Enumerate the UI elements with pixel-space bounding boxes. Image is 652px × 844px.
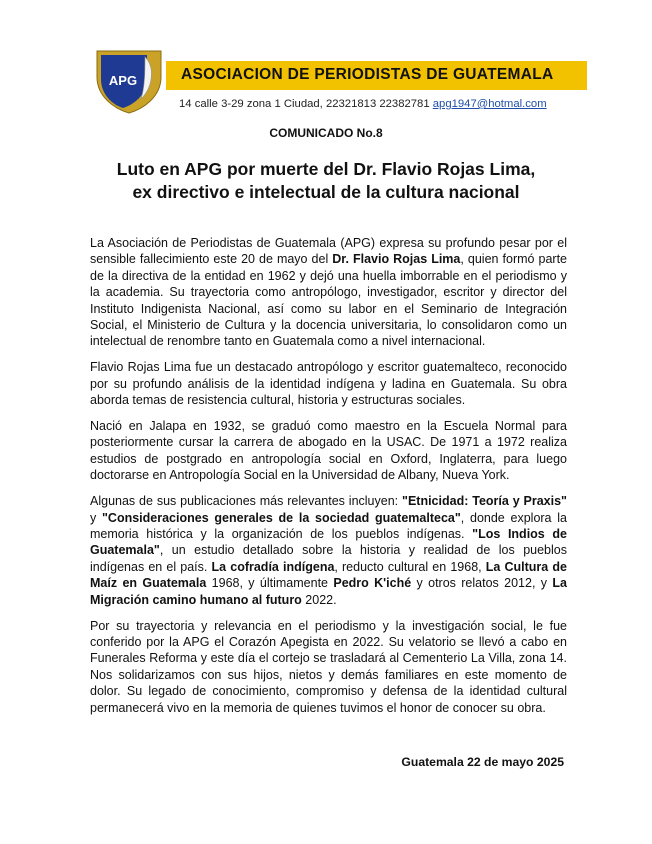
p4-text-4: , un estudio detallado sobre la historia y realidad de los pueblos indígenas en el país. [90, 543, 567, 574]
p1-bold-name: Dr. Flavio Rojas Lima [332, 252, 461, 267]
paragraph-4 [90, 493, 567, 608]
header-banner [166, 61, 587, 90]
p4-bold-2: "Consideraciones generales de la sociedad guatemalteca" [102, 510, 461, 525]
p4-text-7: y otros relatos 2012, y [411, 576, 553, 591]
org-name: ASOCIACION DE PERIODISTAS DE GUATEMALA [181, 66, 554, 83]
p4-text-6: 1968, y últimamente [206, 576, 334, 591]
comunicado-number: COMUNICADO No.8 [269, 126, 383, 140]
logo-text: APG [108, 73, 138, 88]
p1-text-a: La Asociación de Periodistas de Guatemala (APG) expresa su profundo pesar por el sensible fallecimiento este 20 de mayo del [90, 236, 567, 267]
p4-bold-6: Pedro K'iché [333, 576, 412, 591]
paragraph-5: Por su trayectoria y relevancia en el periodismo y la investigación social, le fue conferido por la APG el Corazón Apegista en 2022. Su velatorio se llevó a cabo en Funerales Reforma y este día el cortejo se trasladará al Cementerio La Villa, zona 14. Nos solidarizamos con sus hijos, nietos y demás familiares en este momento de dolor. Su legado de conocimiento, compromiso y defensa de la identidad cultural permanecerá vivo en la memoria de quienes tuvimos el honor de conocer su obra. [90, 618, 567, 715]
dateline: Guatemala 22 de mayo 2025 [401, 755, 564, 769]
p4-text-2: y [90, 510, 102, 525]
contact-address: 14 calle 3-29 zona 1 Ciudad, 22321813 22382781 [179, 98, 433, 110]
contact-email-link[interactable]: apg1947@hotmal.com [432, 98, 547, 110]
headline-line-1: Luto en APG por muerte del Dr. Flavio Rojas Lima, [116, 159, 536, 179]
p4-text-1: Algunas de sus publicaciones más relevantes incluyen: [90, 494, 403, 509]
p4-text-8: 2022. [301, 592, 337, 607]
p4-bold-5: La Cultura de Maíz en Guatemala [90, 559, 567, 591]
p4-bold-7: La Migración camino humano al futuro [90, 576, 567, 607]
p4-text-5: , reducto cultural en 1968, [334, 559, 486, 574]
apg-logo [93, 47, 165, 115]
paragraph-3: Nació en Jalapa en 1932, se graduó como maestro en la Escuela Normal para posteriormente cursar la carrera de abogado en la USAC. De 1971 a 1972 realiza estudios de postgrado en antropología social en Oxford, Inglaterra, para luego doctorarse en Antropología Social en la Universidad de Albany, Nueva York. [90, 419, 567, 483]
p4-bold-3: "Los Indios de Guatemala" [90, 527, 567, 558]
p4-bold-1: "Etnicidad: Teoría y Praxis" [402, 494, 567, 509]
headline-line-2: ex directivo e intelectual de la cultura nacional [132, 182, 520, 202]
p4-text-3: , donde explora la memoria histórica y la organización de los pueblos indígenas. [90, 510, 567, 541]
headline [0, 158, 652, 204]
paragraph-2: Flavio Rojas Lima fue un destacado antropólogo y escritor guatemalteco, reconocido por su profundo análisis de la identidad indígena y ladina en Guatemala. Su obra aborda temas de resistencia cultural, historia y estructuras sociales. [90, 360, 567, 408]
p1-text-c: , quien formó parte de la directiva de la entidad en 1962 y dejó una huella imborrable en el periodismo y la academia. Su trayectoria como antropólogo, investigador, escritor y director del Instituto Indigenista Nacional, así como su labor en el Seminario de Integración Social, el Ministerio de Cultura y la docencia universitaria, lo consolidaron como un intelectual de renombre tanto en Guatemala como a nivel internacional. [90, 252, 567, 349]
contact-line [179, 98, 547, 110]
body-text [90, 235, 567, 725]
p4-bold-4: La cofradía indígena [211, 559, 335, 574]
paragraph-1 [90, 235, 567, 350]
